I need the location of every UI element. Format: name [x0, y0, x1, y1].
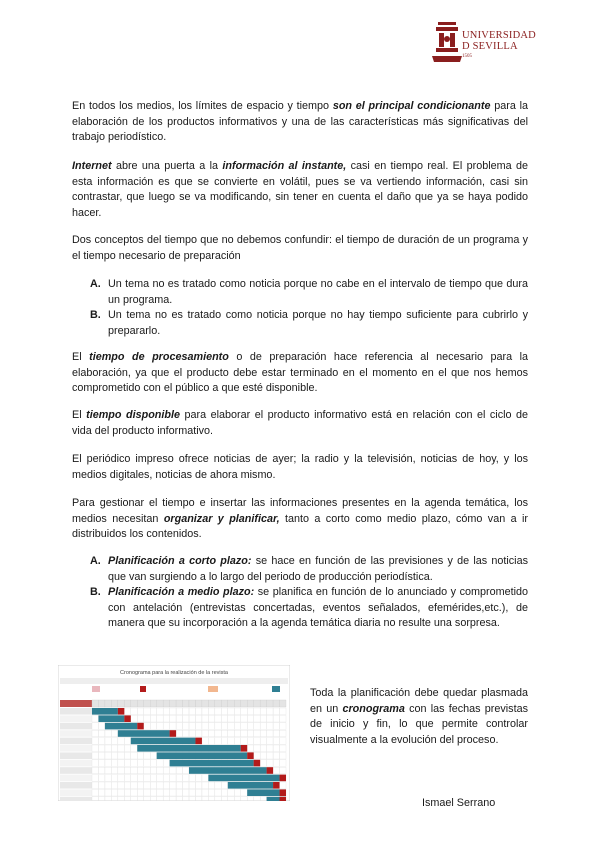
chart-marker	[272, 686, 280, 692]
list-item: A. Planificación a corto plazo: se hace en función de las previsiones y de las noticias que van surgiendo a lo largo del periodo de producción periodística.	[90, 555, 528, 583]
chart-task-bar	[170, 760, 254, 767]
list-1	[90, 277, 528, 339]
chart-task-label	[60, 745, 92, 752]
chart-day-cell	[208, 700, 214, 707]
chart-header-cell	[60, 700, 92, 707]
chart-day-cell	[170, 700, 176, 707]
chart-day-cell	[247, 700, 253, 707]
chart-day-cell	[98, 700, 104, 707]
chart-milestone	[195, 738, 201, 745]
paragraph-4: El tiempo de procesamiento o de preparación hace referencia al necesario para la elaboración, ya que el producto debe estar terminado en el momento en el que nos hemos comprometido con el público a que esté disponible.	[72, 351, 528, 394]
chart-task-bar	[137, 745, 240, 752]
chart-header-band	[60, 678, 288, 684]
chart-task-label	[60, 775, 92, 782]
chart-marker	[140, 686, 146, 692]
chart-day-cell	[202, 700, 208, 707]
chart-day-cell	[189, 700, 195, 707]
chart-day-cell	[215, 700, 221, 707]
chart-title: Cronograma para la realización de la revista	[120, 670, 228, 676]
list-item: B. Planificación a medio plazo: se planifica en función de lo anunciado y comprometido con antelación (entrevistas concertadas, eventos señalados, efemérides,etc.), de manera que su incorporación a la agenda temática diaria no resulte una sorpresa.	[90, 586, 528, 629]
chart-task-bar	[105, 723, 137, 730]
chart-day-cell	[131, 700, 137, 707]
paragraph-7: Para gestionar el tiempo e insertar las informaciones presentes en la agenda temática, los medios necesitan organizar y planificar, tanto a corto como medio plazo, cómo van a ir distribuidos los contenidos.	[72, 497, 528, 540]
paragraph-2: Internet abre una puerta a la información al instante, casi en tiempo real. El problema de esta información es que se convierte en volátil, pues se va vertiendo información, casi sin contrastar, que luego se va modificando, sin tener en cuenta el daño que ya se haya podido hacer.	[72, 160, 528, 219]
chart-day-cell	[105, 700, 111, 707]
chart-day-cell	[144, 700, 150, 707]
chart-day-cell	[92, 700, 98, 707]
chart-task-label	[60, 752, 92, 759]
chart-milestone	[280, 797, 286, 801]
paragraph-1: En todos los medios, los límites de espacio y tiempo son el principal condicionante para la elaboración de los productos informativos y una de las características más significativas del trabajo periodístico.	[72, 100, 528, 143]
chart-task-bar	[92, 708, 118, 715]
chart-task-label	[60, 708, 92, 715]
chart-task-bar	[98, 715, 124, 722]
chart-day-cell	[221, 700, 227, 707]
chart-milestone	[118, 708, 124, 715]
paragraph-6: El periódico impreso ofrece noticias de ayer; la radio y la televisión, noticias de hoy, y los medios digitales, noticias de ahora mismo.	[72, 453, 528, 481]
chart-marker	[92, 686, 100, 692]
chart-task-label	[60, 723, 92, 730]
chart-day-cell	[183, 700, 189, 707]
chart-task-label	[60, 767, 92, 774]
author-name: Ismael Serrano	[422, 797, 496, 809]
schedule-chart	[58, 665, 290, 801]
chart-milestone	[241, 745, 247, 752]
cronograma-caption: Toda la planificación debe quedar plasmada en un cronograma con las fechas previstas de inicio y fin, lo que permite controlar visualmente a la evolución del proceso.	[310, 687, 528, 746]
chart-day-cell	[234, 700, 240, 707]
chart-day-cell	[124, 700, 130, 707]
university-name: UNIVERSIDAD D SEVILLA	[462, 30, 536, 52]
chart-task-label	[60, 738, 92, 745]
chart-day-cell	[267, 700, 273, 707]
chart-milestone	[280, 789, 286, 796]
university-subtitle: 1505	[462, 54, 472, 59]
chart-day-cell	[228, 700, 234, 707]
chart-day-cell	[111, 700, 117, 707]
chart-milestone	[170, 730, 176, 737]
chart-day-cell	[254, 700, 260, 707]
chart-task-label	[60, 797, 92, 801]
chart-day-cell	[260, 700, 266, 707]
chart-milestone	[124, 715, 130, 722]
chart-task-label	[60, 789, 92, 796]
chart-day-cell	[118, 700, 124, 707]
chart-milestone	[254, 760, 260, 767]
chart-milestone	[267, 767, 273, 774]
list-2	[90, 554, 528, 632]
chart-task-bar	[189, 767, 267, 774]
chart-day-cell	[280, 700, 286, 707]
chart-task-bar	[118, 730, 170, 737]
list-item: B. Un tema no es tratado como noticia porque no hay tiempo suficiente para cubrirlo y prepararlo.	[90, 309, 528, 337]
chart-day-cell	[176, 700, 182, 707]
chart-task-bar	[228, 782, 273, 789]
list-item: A. Un tema no es tratado como noticia porque no cabe en el intervalo de tiempo que dura un programa.	[90, 278, 528, 306]
paragraph-5: El tiempo disponible para elaborar el producto informativo está en relación con el ciclo de vida del producto informativo.	[72, 409, 529, 437]
chart-task-label	[60, 730, 92, 737]
chart-milestone	[247, 752, 253, 759]
chart-day-cell	[157, 700, 163, 707]
chart-task-label	[60, 760, 92, 767]
chart-task-bar	[208, 775, 279, 782]
paragraph-3: Dos conceptos del tiempo que no debemos confundir: el tiempo de duración de un programa y el tiempo necesario de preparación	[72, 234, 528, 262]
chart-day-cell	[163, 700, 169, 707]
chart-day-cell	[195, 700, 201, 707]
chart-day-cell	[241, 700, 247, 707]
chart-day-cell	[273, 700, 279, 707]
chart-milestone	[137, 723, 143, 730]
chart-day-cell	[150, 700, 156, 707]
chart-task-label	[60, 782, 92, 789]
chart-task-bar	[131, 738, 196, 745]
chart-milestone	[273, 782, 279, 789]
chart-day-cell	[137, 700, 143, 707]
chart-task-bar	[247, 789, 279, 796]
chart-task-label	[60, 715, 92, 722]
chart-task-bar	[157, 752, 248, 759]
chart-marker	[208, 686, 218, 692]
chart-milestone	[280, 775, 286, 782]
